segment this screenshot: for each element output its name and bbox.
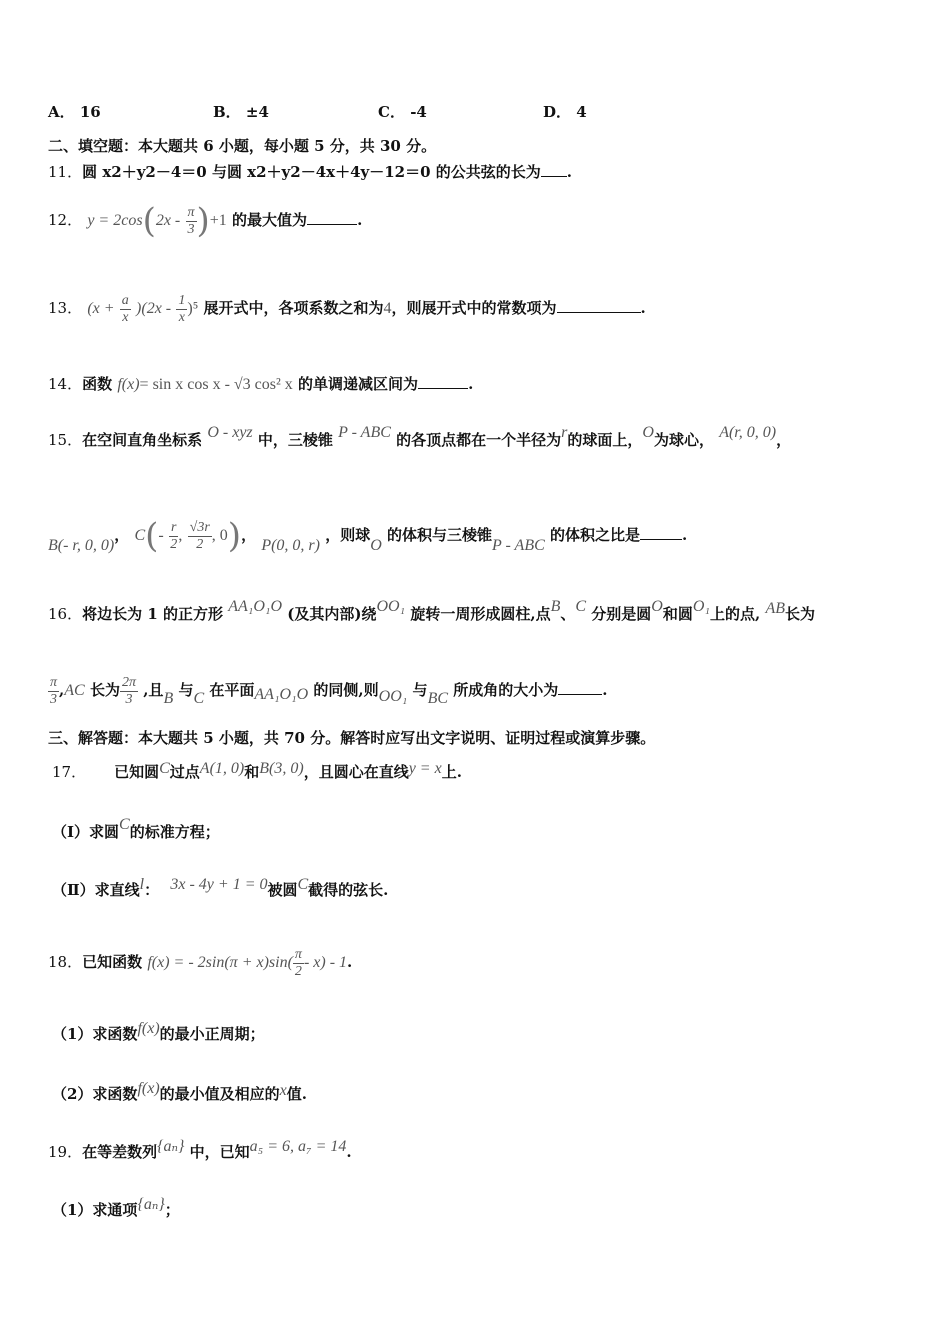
question-18-part2: （2）求函数f(x)的最小值及相应的x值.	[52, 1080, 308, 1103]
question-17: 17． 已知圆C过点A(1, 0)和B(3, 0)，且圆心在直线y = x上.	[52, 760, 462, 781]
option-a: A． 16	[48, 103, 101, 121]
question-11: 11．圆 x2＋y2－4＝0 与圆 x2＋y2－4x＋4y－12＝0 的公共弦的长为 .	[48, 163, 573, 181]
question-19: 19．在等差数列{aₙ} 中，已知a₅ = 6, a₇ = 14.	[48, 1138, 352, 1161]
section2-title: 二、填空题：本大题共 6 小题，每小题 5 分，共 30 分。	[48, 137, 437, 155]
question-17-part2: （Ⅱ）求直线l： 3x - 4y + 1 = 0被圆C截得的弦长.	[52, 876, 389, 899]
question-14: 14．函数 f(x)= sin x cos x - √3 cos² x 的单调递减区间为 .	[48, 375, 474, 393]
question-18: 18．已知函数 f(x) = - 2sin(π + x)sin( $\frac{\pi}{2}$ - x) - 1.	[48, 946, 353, 979]
options-row	[48, 102, 101, 122]
option-c: C． -4	[378, 103, 427, 121]
question-16: 16．将边长为 1 的正方形 AA₁O₁O (及其内部)绕OO₁ 旋转一周形成圆柱,点B、C 分别是圆O和圆O₁上的点, AB长为	[48, 598, 816, 623]
question-18-part1: （1）求函数f(x)的最小正周期；	[52, 1020, 265, 1043]
question-16-cont: $\frac{\pi}{3}$ ,AC 长为 $\frac{2\pi}{3}$ ,且B 与C 在平面AA₁O₁O 的同侧,则OO₁ 与BC 所成角的大小为 .	[50, 674, 608, 707]
section3-title: 三、解答题：本大题共 5 小题，共 70 分。解答时应写出文字说明、证明过程或演算步骤。	[48, 729, 656, 747]
question-19-part1: （1）求通项{aₙ}；	[52, 1196, 180, 1219]
question-15-cont: B(- r, 0, 0)， C(- $\frac{r}{2}$ , $\frac{√3r}{2}$ , 0)， P(0, 0, r) ，则球O 的体积与三棱锥P - ABC 的体积之比是 .	[48, 516, 688, 556]
question-15: 15．在空间直角坐标系 O - xyz 中，三棱锥 P - ABC 的各顶点都在一个半径为r的球面上，O为球心， A(r, 0, 0)，	[48, 424, 792, 449]
question-17-part1: （Ⅰ）求圆C的标准方程；	[52, 816, 220, 841]
question-13: 13． (x + $\frac{a}{x}$ )(2x - $\frac{1}{x}$ )⁵ 展开式中，各项系数之和为4，则展开式中的常数项为 .	[48, 292, 646, 325]
question-12: 12． y = 2cos(2x - $\frac{\pi}{3}$ )+1 的最大值为 .	[48, 201, 363, 241]
option-b: B． ±4	[213, 103, 269, 121]
option-d: D． 4	[543, 103, 587, 121]
